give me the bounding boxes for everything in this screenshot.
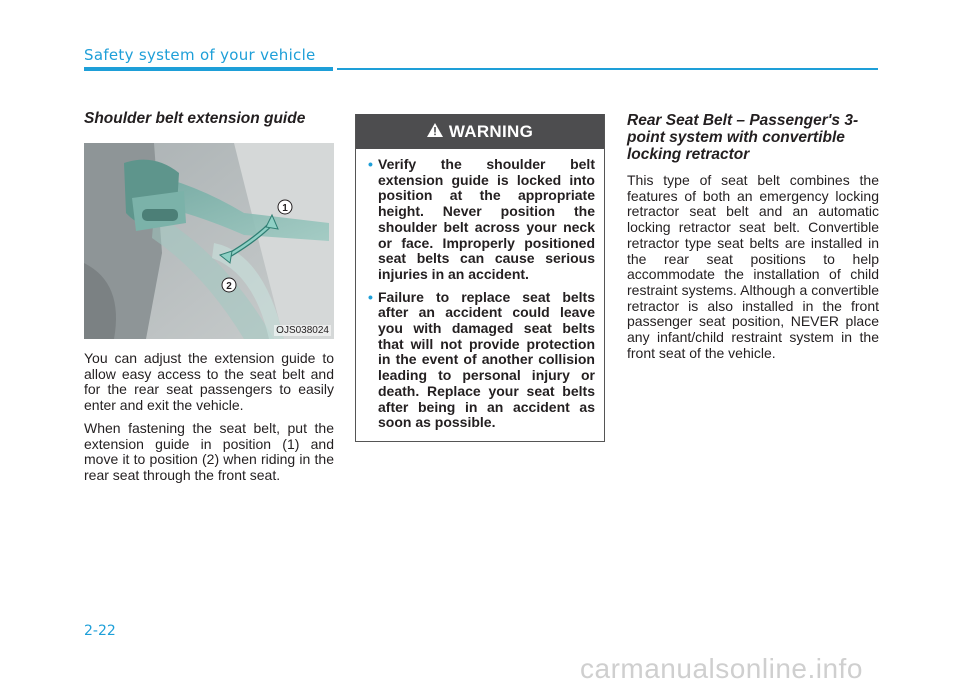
- extension-guide-figure: [84, 143, 334, 339]
- extension-guide-paragraph-1: You can adjust the extension guide to allow easy access to the seat belt and for the rear seat passengers to easily enter and exit the vehicle.: [84, 350, 334, 414]
- bullet-icon: •: [368, 288, 373, 305]
- warning-header: [356, 114, 604, 149]
- seat-belt-illustration: [84, 143, 334, 339]
- watermark: carmanualsonline.info: [580, 653, 863, 684]
- callout-2: 2: [226, 281, 232, 292]
- extension-guide-heading: Shoulder belt extension guide: [84, 110, 306, 127]
- figure-code: OJS038024: [276, 325, 329, 336]
- warning-title: WARNING: [448, 121, 534, 141]
- callout-1: 1: [282, 203, 288, 214]
- warning-item-text: Failure to replace seat belts after an accident could leave you with damaged seat belts that will not provide protection in the event of another collision leading to personal injury or death. Replace your seat belts after being in an accident as soon as possible.: [378, 288, 595, 431]
- warning-triangle-icon: [427, 122, 443, 142]
- extension-guide-paragraph-2: When fastening the seat belt, put the extension guide in position (1) and move it to position (2) when riding in the rear seat through the front seat.: [84, 419, 334, 483]
- warning-item: [368, 290, 595, 431]
- page-number: 2-22: [84, 623, 116, 639]
- warning-column: [355, 114, 605, 442]
- rear-seat-belt-heading: Rear Seat Belt – Passenger's 3-point system with convertible locking retractor: [627, 112, 859, 163]
- header-rule-thin: [337, 68, 878, 70]
- rear-seat-belt-paragraph: This type of seat belt combines the features of both an emergency locking retractor seat belt and an automatic locking retractor seat belt. Convertible retractor type seat belts are installed in the rear seat positions to help accommodate the installation of child restraint systems. Although a convertible retractor is also installed in the front passenger seat position, NEVER place any infant/child restraint system in the front seat of the vehicle.: [627, 172, 879, 361]
- warning-item: [368, 157, 595, 283]
- left-column: [84, 110, 334, 484]
- section-header: Safety system of your vehicle: [84, 46, 316, 64]
- header-rule-thick: [84, 67, 333, 71]
- right-column: [627, 112, 879, 361]
- warning-box: [355, 114, 605, 442]
- warning-list: [356, 149, 604, 441]
- bullet-icon: •: [368, 156, 373, 172]
- warning-item-text: Verify the shoulder belt extension guide is locked into position at the appropriate height. Never position the shoulder belt across your neck or face. Improperly positioned seat belts can cause serious injuries in an accident.: [378, 156, 595, 282]
